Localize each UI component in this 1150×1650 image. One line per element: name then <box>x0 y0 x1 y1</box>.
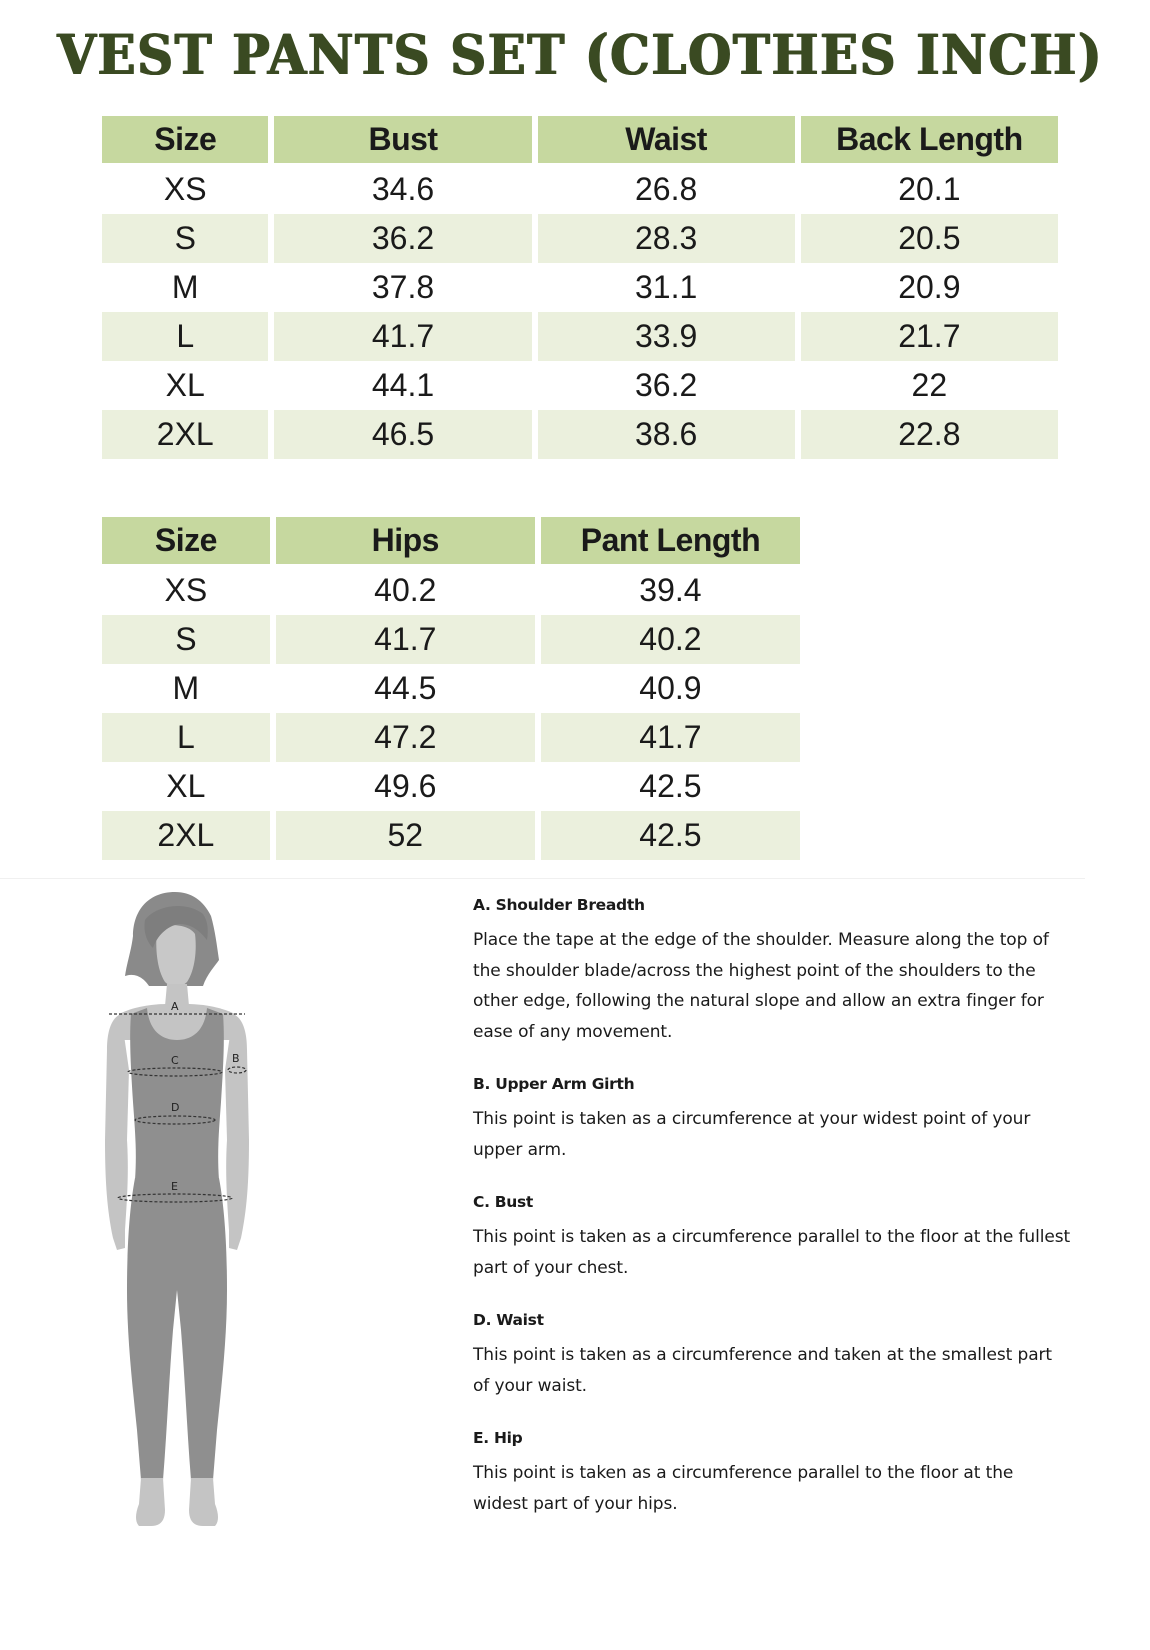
cell-bust: 46.5 <box>274 410 531 459</box>
cell-size: L <box>102 312 268 361</box>
table-header-row <box>102 517 800 566</box>
label-d: D <box>171 1101 180 1114</box>
cell-waist: 38.6 <box>538 410 795 459</box>
cell-bust: 36.2 <box>274 214 531 263</box>
cell-back-length: 22.8 <box>801 410 1058 459</box>
cell-size: XS <box>163 171 207 207</box>
cell-hips: 47.2 <box>276 713 535 762</box>
guide-heading: A. Shoulder Breadth <box>473 896 645 914</box>
cell-pant-length: 39.4 <box>639 572 702 608</box>
table-row <box>102 263 1058 312</box>
right-arm <box>225 1014 249 1250</box>
cell-pant-length: 42.5 <box>639 768 702 804</box>
header-pant-length: Pant Length <box>541 517 800 566</box>
guide-heading: D. Waist <box>473 1311 544 1329</box>
cell-hips: 40.2 <box>374 572 437 608</box>
guide-heading: E. Hip <box>473 1429 523 1447</box>
cell-waist: 33.9 <box>538 312 795 361</box>
cell-size: 2XL <box>102 410 268 459</box>
label-b: B <box>232 1052 240 1065</box>
cell-bust: 44.1 <box>371 367 435 403</box>
table-row <box>102 615 800 664</box>
table-row <box>102 566 800 615</box>
cell-size: L <box>102 713 270 762</box>
table-row <box>102 361 1058 410</box>
section-divider <box>0 878 1085 879</box>
cell-pant-length: 41.7 <box>541 713 800 762</box>
header-back-length: Back Length <box>801 116 1058 165</box>
cell-waist: 36.2 <box>634 367 698 403</box>
table-row <box>102 664 800 713</box>
left-lower-leg <box>136 1478 165 1526</box>
top-size-table <box>96 116 1064 459</box>
cell-pant-length: 40.2 <box>541 615 800 664</box>
guide-text: This point is taken as a circumference and taken at the smallest part of your waist. <box>473 1345 1052 1396</box>
label-c: C <box>171 1054 179 1067</box>
guide-section-upper-arm <box>473 1074 1073 1165</box>
guide-section-shoulder <box>473 895 1073 1047</box>
label-e: E <box>171 1180 178 1193</box>
header-waist: Waist <box>538 116 795 165</box>
cell-waist: 31.1 <box>634 269 698 305</box>
guide-section-waist <box>473 1310 1073 1401</box>
table-header-row <box>102 116 1058 165</box>
guide-section-bust <box>473 1192 1073 1283</box>
cell-back-length: 21.7 <box>801 312 1058 361</box>
table-row <box>102 214 1058 263</box>
cell-pant-length: 42.5 <box>541 811 800 860</box>
guide-section-hip <box>473 1428 1073 1519</box>
body-measurement-figure <box>95 890 265 1530</box>
cell-back-length: 22 <box>911 367 948 403</box>
cell-pant-length: 40.9 <box>639 670 702 706</box>
right-lower-leg <box>189 1478 218 1526</box>
cell-bust: 41.7 <box>274 312 531 361</box>
cell-hips: 49.6 <box>374 768 437 804</box>
measurement-guide <box>473 895 1073 1546</box>
label-a: A <box>171 1000 179 1013</box>
cell-hips: 44.5 <box>374 670 437 706</box>
guide-text: This point is taken as a circumference parallel to the floor at the widest part of your hips. <box>473 1463 1014 1514</box>
table-row <box>102 713 800 762</box>
cell-bust: 37.8 <box>371 269 435 305</box>
cell-waist: 26.8 <box>634 171 698 207</box>
header-size: Size <box>102 517 270 566</box>
table-row <box>102 811 800 860</box>
guide-heading: B. Upper Arm Girth <box>473 1075 635 1093</box>
cell-size: XL <box>166 768 206 804</box>
cell-size: XS <box>164 572 208 608</box>
cell-back-length: 20.5 <box>801 214 1058 263</box>
cell-back-length: 20.1 <box>898 171 961 207</box>
cell-bust: 34.6 <box>371 171 435 207</box>
left-arm <box>105 1014 129 1250</box>
guide-heading: C. Bust <box>473 1193 534 1211</box>
table-row <box>102 410 1058 459</box>
cell-waist: 28.3 <box>538 214 795 263</box>
table-row <box>102 762 800 811</box>
header-hips: Hips <box>276 517 535 566</box>
cell-size: S <box>102 214 268 263</box>
header-size: Size <box>102 116 268 165</box>
cell-size: 2XL <box>102 811 270 860</box>
cell-hips: 52 <box>276 811 535 860</box>
guide-text: Place the tape at the edge of the shoulder. Measure along the top of the shoulder blade/across the highest point of the shoulders to the other edge, following the natural slope and allow an extra finger for ease of any movement. <box>473 930 1049 1042</box>
cell-back-length: 20.9 <box>898 269 961 305</box>
cell-size: M <box>172 670 200 706</box>
table-row <box>102 312 1058 361</box>
leggings <box>127 1178 227 1480</box>
cell-size: M <box>171 269 199 305</box>
guide-text: This point is taken as a circumference parallel to the floor at the fullest part of your chest. <box>473 1227 1071 1278</box>
cell-size: XL <box>165 367 205 403</box>
cell-hips: 41.7 <box>276 615 535 664</box>
page-title: VEST PANTS SET (CLOTHES INCH) <box>57 22 1104 87</box>
table-row <box>102 165 1058 214</box>
header-bust: Bust <box>274 116 531 165</box>
bottom-size-table <box>96 517 806 860</box>
cell-size: S <box>102 615 270 664</box>
guide-text: This point is taken as a circumference at your widest point of your upper arm. <box>473 1109 1031 1160</box>
